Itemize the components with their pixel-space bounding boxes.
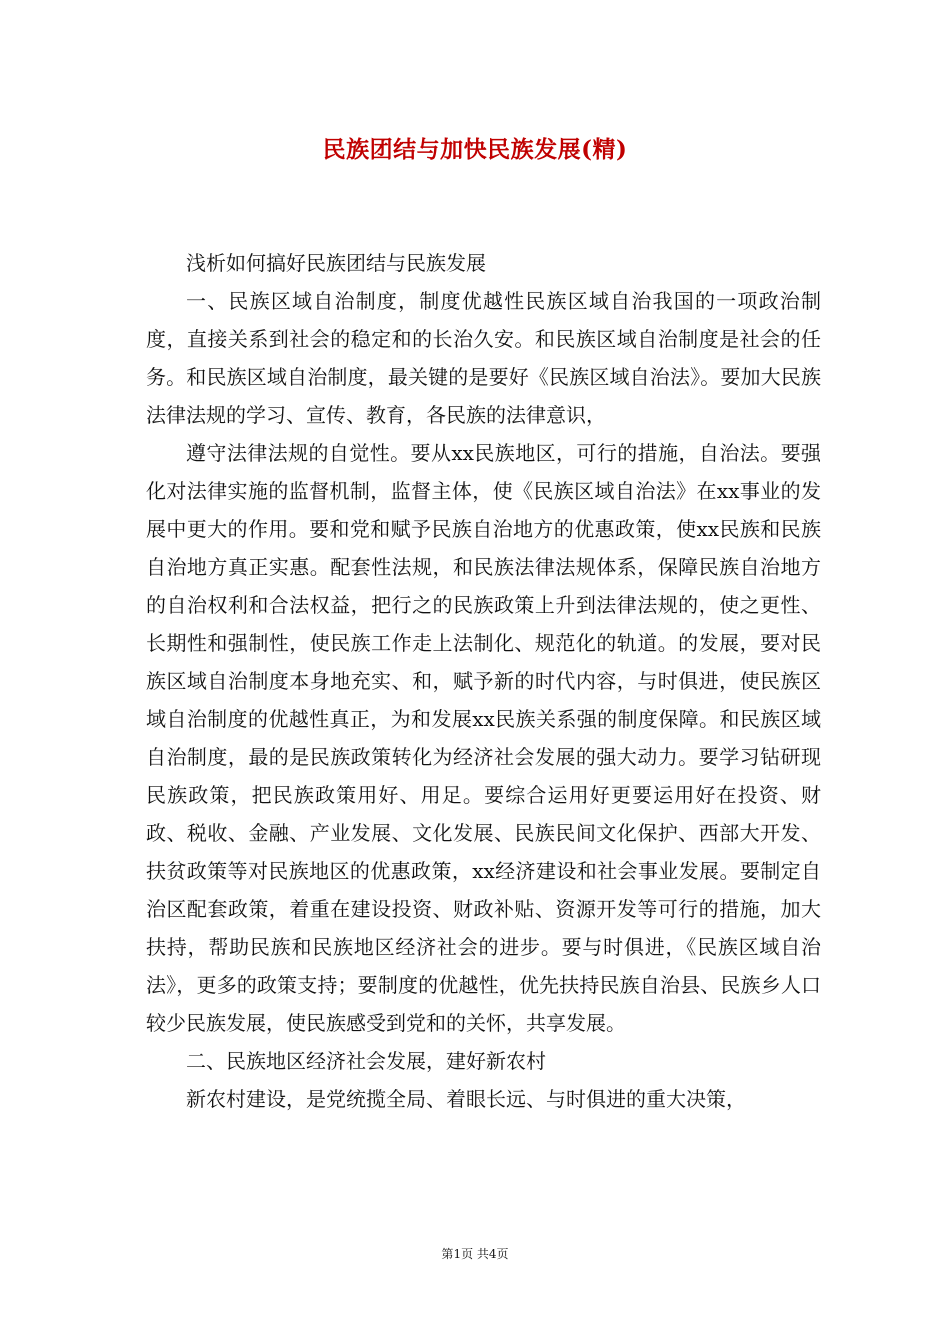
paragraph-new-countryside: 新农村建设，是党统揽全局、着眼长远、与时俱进的重大决策， [186,1087,746,1111]
footer-suffix: 页 [496,1247,509,1261]
footer-total-pages: 4 [488,1247,497,1261]
document-body [146,244,821,1118]
footer-prefix: 第 [441,1247,454,1261]
paragraph-subtitle: 浅析如何搞好民族团结与民族发展 [186,251,486,275]
document-title: 民族团结与加快民族发展(精) [322,136,628,163]
paragraph-law-compliance: 遵守法律法规的自觉性。要从xx民族地区，可行的措施，自治法。要强化对法律实施的监督机制，监督主体，使《民族区域自治法》在xx事业的发展中更大的作用。要和党和赋予民族自治地方的优惠政策，使xx民族和民族自治地方真正实惠。配套性法规，和民族法律法规体系，保障民族自治地方的自治权利和合法权益，把行之的民族政策上升到法律法规的，使之更性、长期性和强制性，使民族工作走上法制化、规范化的轨道。的发展，要对民族区域自治制度本身地充实、和，赋予新的时代内容，与时俱进，使民族区域自治制度的优越性真正，为和发展xx民族关系强的制度保障。和民族区域自治制度，最的是民族政策转化为经济社会发展的强大动力。要学习钻研现民族政策，把民族政策用好、用足。要综合运用好更要运用好在投资、财政、税收、金融、产业发展、文化发展、民族民间文化保护、西部大开发、扶贫政策等对民族地区的优惠政策，xx经济建设和社会事业发展。要制定自治区配套政策，着重在建设投资、财政补贴、资源开发等可行的措施，加大扶持，帮助民族和民族地区经济社会的进步。要与时俱进，《民族区域自治法》，更多的政策支持；要制度的优越性，优先扶持民族自治县、民族乡人口较少民族发展，使民族感受到党和的关怀，共享发展。 [146,441,821,1035]
footer-current-page: 1 [453,1247,462,1261]
page-footer [0,1245,950,1263]
paragraph-section-2-heading: 二、民族地区经济社会发展，建好新农村 [186,1049,546,1073]
footer-middle: 页 共 [461,1247,489,1261]
paragraph-section-1: 一、民族区域自治制度，制度优越性民族区域自治我国的一项政治制度，直接关系到社会的稳定和的长治久安。和民族区域自治制度是社会的任务。和民族区域自治制度，最关键的是要好《民族区域自治法》。要加大民族法律法规的学习、宣传、教育，各民族的法律意识， [146,289,821,427]
